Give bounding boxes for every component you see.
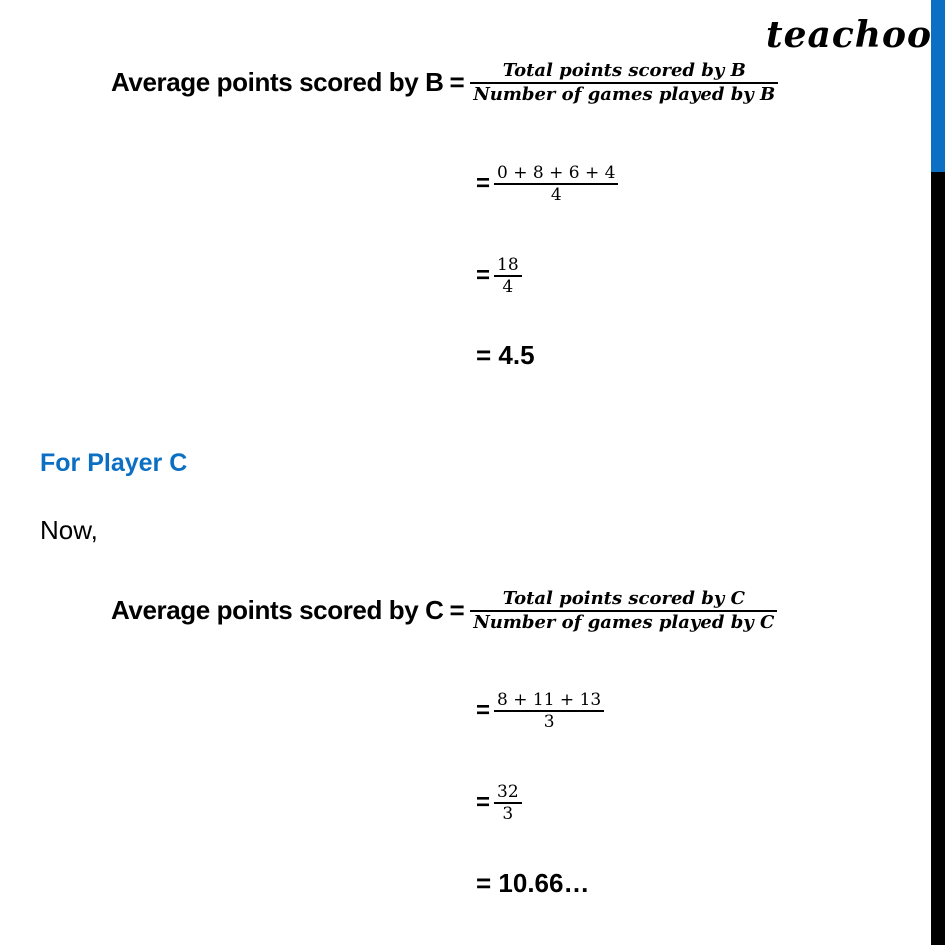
denominator: 4	[502, 276, 514, 297]
formula-b	[111, 60, 778, 105]
formula-b-fraction	[470, 60, 778, 105]
step-fraction	[494, 163, 618, 205]
sidebar-dark-bar	[931, 172, 945, 945]
equals-sign: =	[476, 697, 491, 725]
formula-c-fraction	[470, 588, 777, 633]
denominator: 3	[502, 803, 514, 824]
teachoo-logo: teachoo	[766, 14, 932, 56]
denominator: Number of games played by B	[473, 83, 776, 105]
result-c: = 10.66…	[476, 868, 590, 898]
formula-b-lhs: Average points scored by B	[111, 67, 444, 98]
sidebar-accent-bar	[931, 0, 945, 172]
numerator: 18	[497, 255, 519, 275]
numerator: 32	[497, 782, 519, 802]
equals-sign: =	[476, 262, 491, 290]
intro-text: Now,	[40, 515, 98, 545]
step-b-1	[476, 163, 618, 205]
numerator: 8 + 11 + 13	[497, 690, 602, 710]
formula-c-equals: =	[449, 595, 465, 626]
formula-c	[111, 588, 777, 633]
section-heading-player-c: For Player C	[40, 449, 188, 477]
numerator: 0 + 8 + 6 + 4	[497, 163, 616, 183]
step-c-1	[476, 690, 604, 732]
step-fraction	[494, 255, 522, 297]
equals-sign: =	[476, 789, 491, 817]
numerator: Total points scored by C	[502, 588, 745, 609]
equals-sign: =	[476, 170, 491, 198]
denominator: 3	[543, 711, 555, 732]
result-b: = 4.5	[476, 340, 535, 370]
numerator: Total points scored by B	[502, 60, 746, 81]
formula-c-lhs: Average points scored by C	[111, 595, 444, 626]
step-fraction	[494, 782, 522, 824]
step-b-2	[476, 255, 522, 297]
step-c-2	[476, 782, 522, 824]
formula-b-equals: =	[449, 67, 465, 98]
denominator: Number of games played by C	[473, 611, 775, 633]
denominator: 4	[550, 184, 562, 205]
step-fraction	[494, 690, 604, 732]
